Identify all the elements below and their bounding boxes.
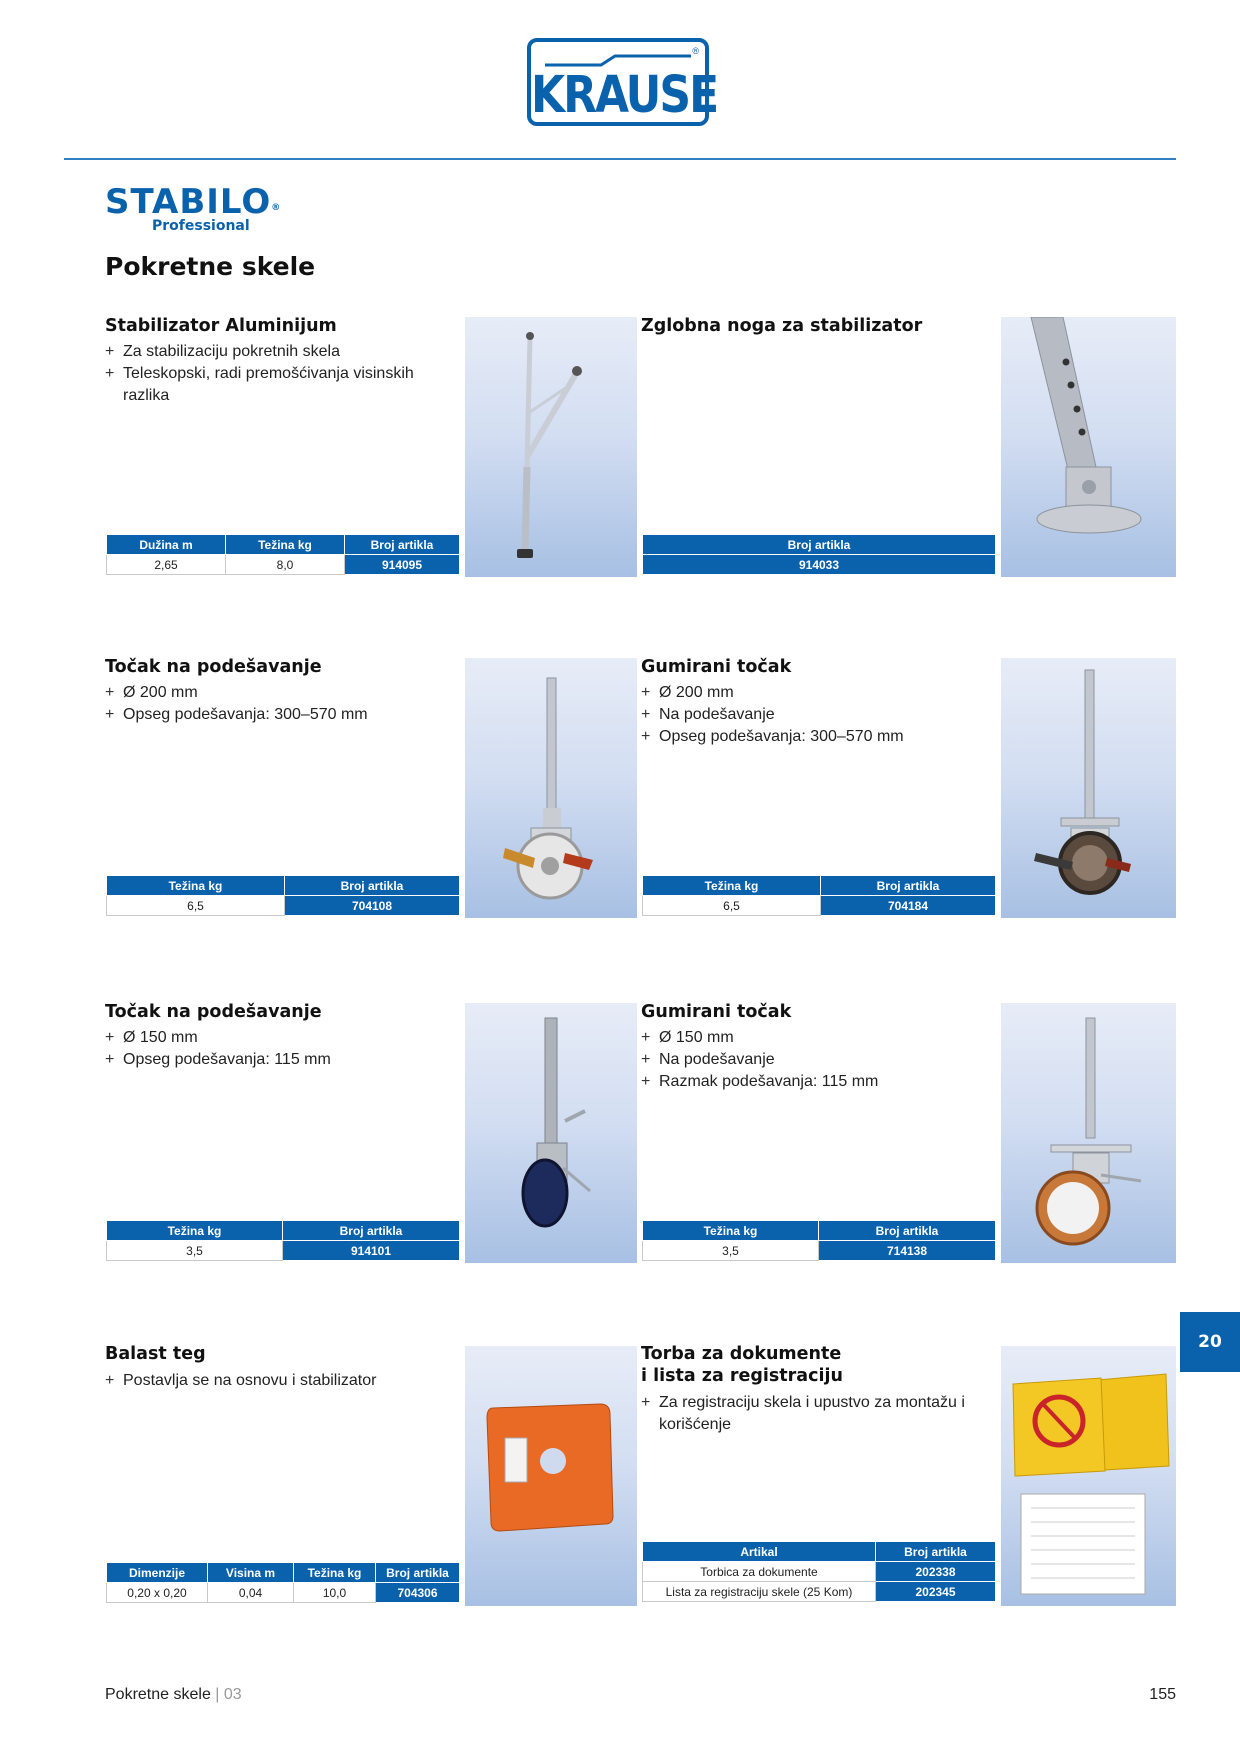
article-number: 202345	[876, 1582, 996, 1602]
adjustable-wheel-icon	[465, 658, 637, 918]
table-header: Težina kg	[107, 876, 285, 896]
footer-section	[105, 1686, 242, 1704]
krause-logo	[527, 38, 718, 126]
joint-foot-icon	[1001, 317, 1176, 577]
table-row	[107, 896, 460, 916]
article-number: 704306	[376, 1583, 460, 1603]
table-header: Broj artikla	[821, 876, 996, 896]
document-bag-icon	[1001, 1346, 1176, 1606]
table-row	[643, 1241, 996, 1261]
product-title: Gumirani točak	[641, 657, 792, 677]
product-photo-ballast	[465, 1346, 637, 1606]
table-header: Broj artikla	[643, 535, 996, 555]
table-cell: 2,65	[107, 555, 226, 575]
table-cell: 3,5	[107, 1241, 283, 1261]
feature-item: + Ø 200 mm	[105, 682, 445, 704]
rubber-wheel-icon	[1001, 658, 1176, 918]
page-number: 155	[1149, 1686, 1176, 1703]
table-header: Broj artikla	[819, 1221, 996, 1241]
feature-item: + Ø 200 mm	[641, 682, 981, 704]
spec-table	[106, 876, 460, 916]
table-cell: 8,0	[226, 555, 345, 575]
feature-item: + Ø 150 mm	[641, 1027, 981, 1049]
footer-divider: |	[215, 1686, 220, 1703]
feature-item: + Opseg podešavanja: 115 mm	[105, 1049, 445, 1071]
table-row	[643, 896, 996, 916]
spec-table	[106, 1563, 460, 1603]
table-cell: 6,5	[643, 896, 821, 916]
table-header: Težina kg	[226, 535, 345, 555]
table-cell: 0,20 x 0,20	[107, 1583, 208, 1603]
table-cell: Lista za registraciju skele (25 Kom)	[643, 1582, 876, 1602]
spec-table	[642, 1221, 996, 1261]
feature-item: + Razmak podešavanja: 115 mm	[641, 1071, 981, 1093]
product-title: Stabilizator Aluminijum	[105, 316, 337, 336]
table-header: Broj artikla	[345, 535, 460, 555]
table-header: Broj artikla	[283, 1221, 460, 1241]
table-row	[643, 1562, 996, 1582]
feature-item: + Na podešavanje	[641, 704, 981, 726]
stabilo-reg-mark: ®	[271, 203, 282, 213]
feature-item: + Opseg podešavanja: 300–570 mm	[105, 704, 445, 726]
article-number: 914101	[283, 1241, 460, 1261]
logo-wordmark: KRAUSE	[531, 66, 718, 125]
article-number: 704108	[285, 896, 460, 916]
article-number: 914095	[345, 555, 460, 575]
article-number: 202338	[876, 1562, 996, 1582]
logo-reg-mark: ®	[692, 46, 699, 56]
spec-table	[642, 876, 996, 916]
article-number: 714138	[819, 1241, 996, 1261]
table-header: Dužina m	[107, 535, 226, 555]
product-photo-rubber-wheel-150	[1001, 1003, 1176, 1263]
table-header: Artikal	[643, 1542, 876, 1562]
product-features	[641, 1027, 981, 1093]
product-photo-document-bag	[1001, 1346, 1176, 1606]
product-features	[105, 1370, 445, 1392]
product-features	[641, 1392, 991, 1436]
product-photo-joint-foot	[1001, 317, 1176, 577]
adjustable-wheel-small-icon	[465, 1003, 637, 1263]
table-header: Težina kg	[107, 1221, 283, 1241]
stabilizer-icon	[465, 317, 637, 577]
spec-table	[642, 535, 996, 575]
table-header: Težina kg	[643, 1221, 819, 1241]
footer-section-number: 03	[223, 1686, 242, 1703]
spec-table	[106, 1221, 460, 1261]
table-row	[107, 1241, 460, 1261]
feature-item: + Postavlja se na osnovu i stabilizator	[105, 1370, 445, 1392]
table-row	[643, 555, 996, 575]
stabilo-subtitle: Professional	[152, 218, 250, 234]
table-row	[643, 1582, 996, 1602]
table-row	[107, 1583, 460, 1603]
product-photo-rubber-wheel-200	[1001, 658, 1176, 918]
product-title: Torba za dokumente	[641, 1344, 842, 1364]
table-cell: Torbica za dokumente	[643, 1562, 876, 1582]
product-photo-adjustable-wheel-150	[465, 1003, 637, 1263]
article-number: 914033	[643, 555, 996, 575]
stabilo-logo	[105, 183, 281, 221]
feature-item: + Opseg podešavanja: 300–570 mm	[641, 726, 981, 748]
feature-item: + Na podešavanje	[641, 1049, 981, 1071]
footer-section-name: Pokretne skele	[105, 1686, 211, 1703]
article-number: 704184	[821, 896, 996, 916]
table-row	[107, 555, 460, 575]
product-title: Zglobna noga za stabilizator	[641, 316, 923, 336]
table-header: Broj artikla	[876, 1542, 996, 1562]
product-features	[105, 341, 445, 407]
section-tab[interactable]: 20	[1180, 1312, 1240, 1372]
table-header: Broj artikla	[285, 876, 460, 896]
rubber-wheel-small-icon	[1001, 1003, 1176, 1263]
table-cell: 0,04	[208, 1583, 294, 1603]
product-features	[105, 682, 445, 726]
product-photo-stabilizer	[465, 317, 637, 577]
stabilo-wordmark: STABILO	[105, 182, 272, 222]
table-header: Broj artikla	[376, 1563, 460, 1583]
product-features	[641, 682, 981, 748]
table-header: Dimenzije	[107, 1563, 208, 1583]
product-title-line2: i lista za registraciju	[641, 1366, 843, 1386]
table-header: Težina kg	[643, 876, 821, 896]
header-divider	[64, 158, 1176, 160]
feature-item: + Za registraciju skela i upustvo za montažu i korišćenje	[641, 1392, 991, 1436]
feature-item: + Za stabilizaciju pokretnih skela	[105, 341, 445, 363]
table-cell: 3,5	[643, 1241, 819, 1261]
product-photo-adjustable-wheel-200	[465, 658, 637, 918]
product-title: Točak na podešavanje	[105, 1002, 322, 1022]
feature-item: + Ø 150 mm	[105, 1027, 445, 1049]
table-cell: 10,0	[294, 1583, 376, 1603]
product-title: Gumirani točak	[641, 1002, 792, 1022]
product-title: Balast teg	[105, 1344, 206, 1364]
table-header: Težina kg	[294, 1563, 376, 1583]
spec-table	[106, 535, 460, 575]
ballast-weight-icon	[465, 1346, 637, 1606]
page-title: Pokretne skele	[105, 252, 316, 281]
table-header: Visina m	[208, 1563, 294, 1583]
table-cell: 6,5	[107, 896, 285, 916]
spec-table	[642, 1542, 996, 1602]
feature-item: + Teleskopski, radi premošćivanja visinskih razlika	[105, 363, 445, 407]
product-title: Točak na podešavanje	[105, 657, 322, 677]
product-features	[105, 1027, 445, 1071]
